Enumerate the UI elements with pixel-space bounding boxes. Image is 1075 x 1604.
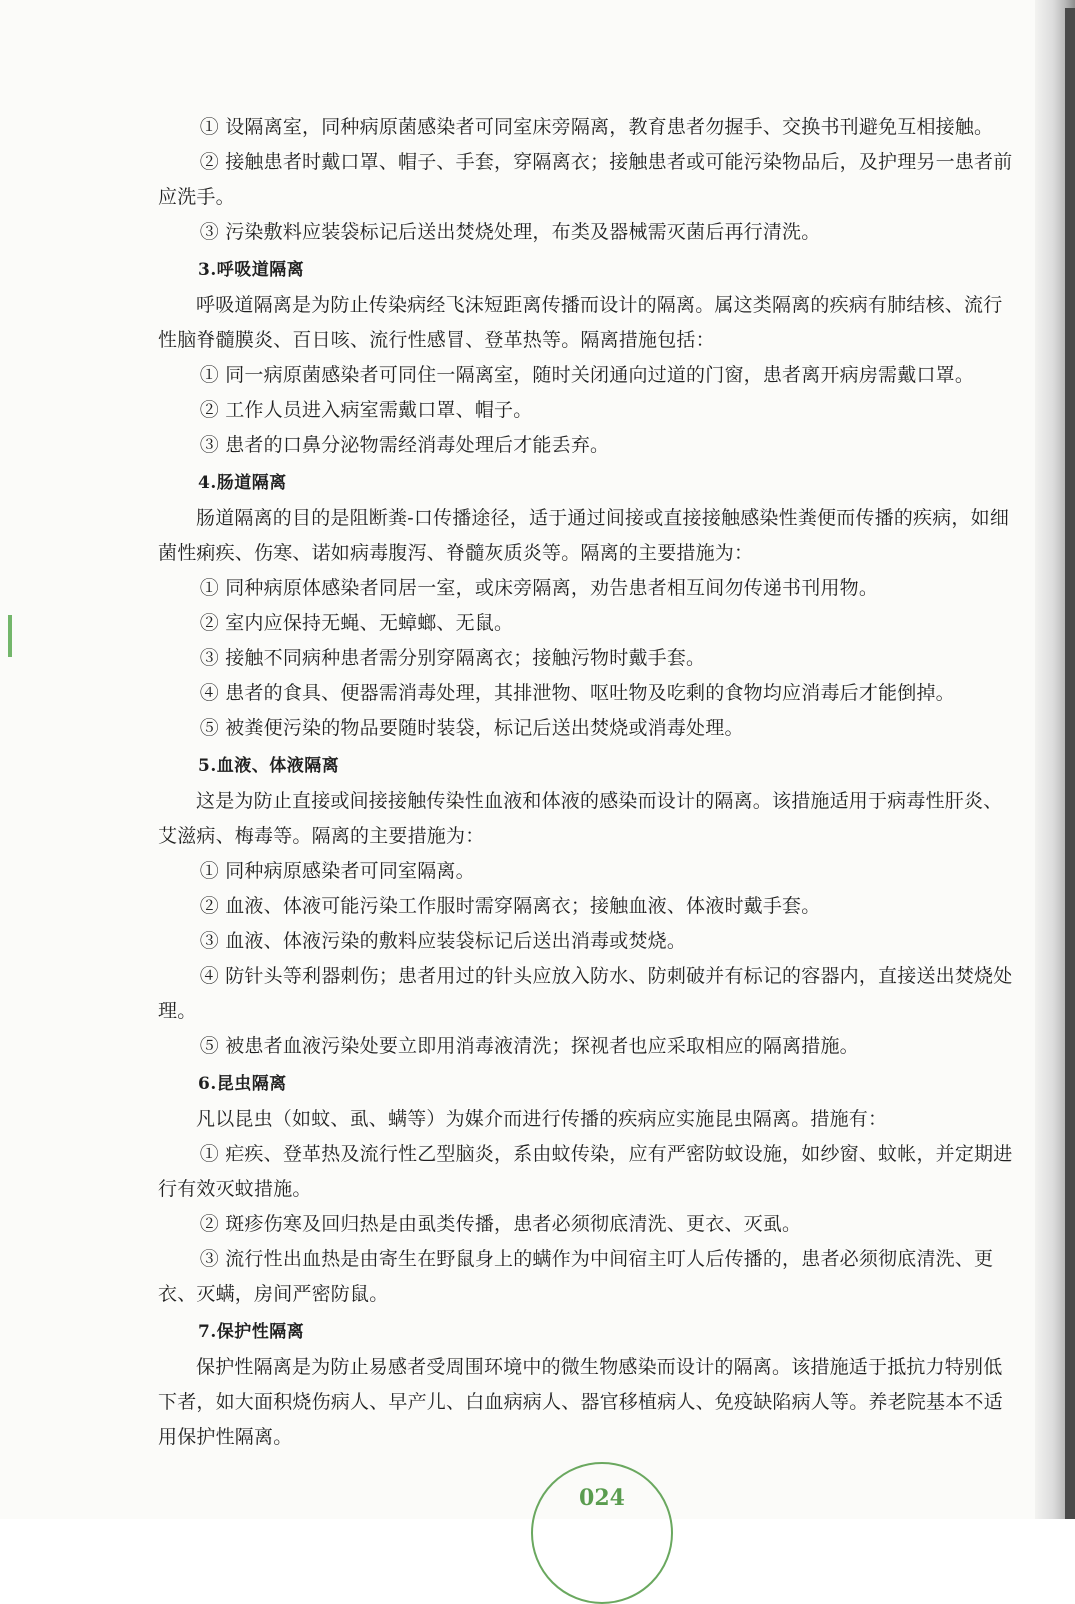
page-content: [158, 110, 1020, 1455]
list-item: ② 室内应保持无蝇、无蟑螂、无鼠。: [199, 612, 514, 634]
list-item: ① 同种病原感染者可同室隔离。: [199, 860, 475, 882]
list-item: ⑤ 被粪便污染的物品要随时装袋，标记后送出焚烧或消毒处理。: [199, 717, 744, 739]
paragraph: 保护性隔离是为防止易感者受周围环境中的微生物感染而设计的隔离。该措施适于抵抗力特别低下者，如大面积烧伤病人、早产儿、白血病病人、器官移植病人、免疫缺陷病人等。养老院基本不适用保护性隔离。: [158, 1356, 1003, 1448]
list-item: ② 工作人员进入病室需戴口罩、帽子。: [199, 399, 533, 421]
page-number: 024: [579, 1485, 625, 1511]
list-item: ③ 污染敷料应装袋标记后送出焚烧处理，布类及器械需灭菌后再行清洗。: [199, 221, 821, 243]
list-item: ② 血液、体液可能污染工作服时需穿隔离衣；接触血液、体液时戴手套。: [199, 895, 821, 917]
section-heading-respiratory: 3.呼吸道隔离: [198, 260, 305, 280]
list-item: ③ 血液、体液污染的敷料应装袋标记后送出消毒或焚烧。: [199, 930, 687, 952]
list-item: ⑤ 被患者血液污染处要立即用消毒液清洗；探视者也应采取相应的隔离措施。: [199, 1035, 859, 1057]
list-item: ④ 防针头等利器刺伤；患者用过的针头应放入防水、防刺破并有标记的容器内，直接送出焚烧处理。: [158, 965, 1013, 1022]
section-heading-blood-fluid: 5.血液、体液隔离: [198, 756, 340, 776]
section-heading-intestinal: 4.肠道隔离: [198, 473, 287, 493]
list-item: ① 同一病原菌感染者可同住一隔离室，随时关闭通向过道的门窗，患者离开病房需戴口罩。: [199, 364, 975, 386]
list-item: ① 设隔离室，同种病原菌感染者可同室床旁隔离，教育患者勿握手、交换书刊避免互相接触。: [199, 116, 994, 138]
paragraph: 这是为防止直接或间接接触传染性血液和体液的感染而设计的隔离。该措施适用于病毒性肝炎、艾滋病、梅毒等。隔离的主要措施为：: [158, 790, 1003, 847]
margin-green-mark: [8, 615, 12, 657]
paragraph: 呼吸道隔离是为防止传染病经飞沫短距离传播而设计的隔离。属这类隔离的疾病有肺结核、流行性脑脊髓膜炎、百日咳、流行性感冒、登革热等。隔离措施包括：: [158, 294, 1003, 351]
paragraph: 肠道隔离的目的是阻断粪-口传播途径，适于通过间接或直接接触感染性粪便而传播的疾病，如细菌性痢疾、伤寒、诺如病毒腹泻、脊髓灰质炎等。隔离的主要措施为：: [158, 507, 1010, 564]
list-item: ① 同种病原体感染者同居一室，或床旁隔离，劝告患者相互间勿传递书刊用物。: [199, 577, 879, 599]
paragraph: 凡以昆虫（如蚊、虱、螨等）为媒介而进行传播的疾病应实施昆虫隔离。措施有：: [196, 1108, 888, 1130]
list-item: ④ 患者的食具、便器需消毒处理，其排泄物、呕吐物及吃剩的食物均应消毒后才能倒掉。: [199, 682, 955, 704]
page-edge-dark: [1065, 8, 1075, 1519]
list-item: ③ 流行性出血热是由寄生在野鼠身上的螨作为中间宿主叮人后传播的，患者必须彻底清洗、更衣、灭螨，房间严密防鼠。: [158, 1248, 994, 1305]
list-item: ① 疟疾、登革热及流行性乙型脑炎，系由蚊传染，应有严密防蚊设施，如纱窗、蚊帐，并定期进行有效灭蚊措施。: [158, 1143, 1013, 1200]
section-heading-protective: 7.保护性隔离: [198, 1322, 305, 1342]
list-item: ② 接触患者时戴口罩、帽子、手套，穿隔离衣；接触患者或可能污染物品后，及护理另一患者前应洗手。: [158, 151, 1013, 208]
list-item: ② 斑疹伤寒及回归热是由虱类传播，患者必须彻底清洗、更衣、灭虱。: [199, 1213, 802, 1235]
list-item: ③ 患者的口鼻分泌物需经消毒处理后才能丢弃。: [199, 434, 610, 456]
page-number-circle: [531, 1462, 673, 1604]
section-heading-insect: 6.昆虫隔离: [198, 1074, 287, 1094]
list-item: ③ 接触不同病种患者需分别穿隔离衣；接触污物时戴手套。: [199, 647, 706, 669]
